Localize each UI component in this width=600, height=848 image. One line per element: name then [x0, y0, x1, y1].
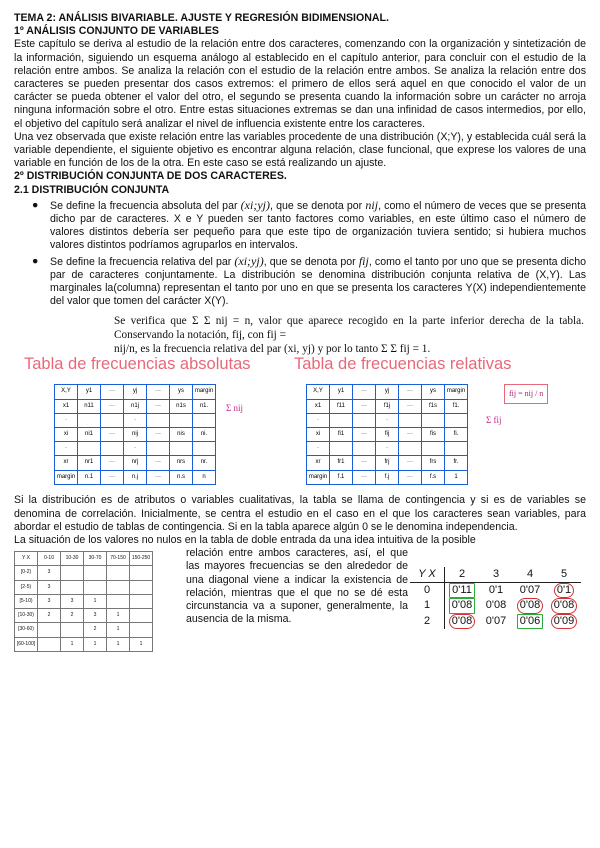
abs-table-cell: [193, 413, 216, 427]
section-1-paragraph-1: Este capítulo se deriva al estudio de la relación entre dos caracteres, comenzando con la organización y sintetización de la información, siguiendo un esquema análogo al establecido en el capítulo anterior, para concluir con el estudio de la relación entre ambos. Se analiza la relación con el estudio de la relación entre ambos. Se analiza la relación entre dos caracteres se pueden presentar dos casos extremos: el primero de ellos será aquel en que conocido el valor de un carácter se pueda obtener el valor del otro, el segundo se presenta cuando la información sobre un carácter no arroja ninguna información sobre el otro. Entre estas situaciones extremas se dan una infinidad de casos intermedios, por ello, el objetivo del capítulo será analizar el nivel de influencia existente entre los caracteres.: [14, 38, 586, 130]
rel-table-row: [307, 442, 468, 456]
small-table-cell: 150-250: [130, 552, 153, 566]
abs-table-cell: ·: [55, 413, 78, 427]
abs-table-cell: ni1: [78, 428, 101, 442]
rel-table-cell: [399, 413, 422, 427]
small-table-cell: [130, 609, 153, 623]
bullet-icon: ●: [32, 198, 39, 211]
relative-frequency-formula-box: fij = nij / n: [504, 384, 548, 403]
abs-table-row: [55, 456, 216, 470]
rel-table-cell: [330, 413, 353, 427]
rel-table-cell: ···: [399, 456, 422, 470]
small-table-cell: [84, 580, 107, 594]
small-table-cell: [107, 594, 130, 608]
right-table-header: [410, 567, 581, 583]
rel-table-cell: ···: [353, 470, 376, 484]
last-paragraph-continuation: relación entre ambos caracteres, así, el que las mayores frecuencias se den alrededor de una diagonal viene a indicar la existencia de relación, mientras que el que no se dé esta circunstancia va a suponer, generalmente, la ausencia de la misma.: [186, 547, 408, 626]
small-table-cell: 10-30: [61, 552, 84, 566]
rel-table-cell: ys: [422, 385, 445, 399]
abs-table-cell: [78, 442, 101, 456]
abs-table-cell: ···: [147, 456, 170, 470]
abs-table-cell: n1j: [124, 399, 147, 413]
bottom-block: [14, 547, 586, 647]
rel-table-row: [307, 456, 468, 470]
formula-line-2: nij/n, es la frecuencia relativa del par (xi, yj) y por lo tanto Σ Σ fij = 1.: [114, 343, 431, 356]
correlation-table-example: [14, 551, 153, 651]
rel-table-cell: ·: [376, 413, 399, 427]
right-table-cell: 0'11: [445, 583, 480, 599]
rel-table-cell: [353, 442, 376, 456]
small-table-cell: 3: [38, 566, 61, 580]
small-table-cell: [130, 594, 153, 608]
rel-table-cell: fij: [376, 428, 399, 442]
rel-table-cell: f.1: [330, 470, 353, 484]
rel-table-row: [307, 399, 468, 413]
rel-table-cell: ···: [399, 385, 422, 399]
right-table-cell: 0: [410, 583, 445, 599]
rel-table-row: [307, 413, 468, 427]
right-table-header-cell: 5: [547, 567, 581, 583]
small-table-cell: [107, 566, 130, 580]
relative-table-title: Tabla de frecuencias relativas: [294, 355, 512, 374]
rel-table-cell: 1: [445, 470, 468, 484]
rel-table-cell: [330, 442, 353, 456]
small-table-cell: 1: [84, 594, 107, 608]
rel-table-cell: X,Y: [307, 385, 330, 399]
rel-table-cell: ···: [353, 399, 376, 413]
abs-table-cell: ·: [124, 442, 147, 456]
abs-table-cell: nis: [170, 428, 193, 442]
rel-table-cell: y1: [330, 385, 353, 399]
right-table-cell: 0'08: [547, 598, 581, 613]
rel-table-cell: f11: [330, 399, 353, 413]
abs-table-cell: ···: [147, 385, 170, 399]
small-table-cell: [130, 566, 153, 580]
right-table-cell: 2: [410, 614, 445, 629]
abs-table-cell: y1: [78, 385, 101, 399]
pair-notation: (xi;yj): [234, 253, 264, 268]
abs-table-cell: [101, 413, 124, 427]
small-table-cell: 1: [107, 623, 130, 637]
rel-table-cell: x1: [307, 399, 330, 413]
abs-table-row: [55, 385, 216, 399]
right-table-cell: 0'09: [547, 614, 581, 629]
small-table-cell: [30-60): [15, 623, 38, 637]
small-table-cell: [2-5): [15, 580, 38, 594]
rel-table-cell: fr1: [330, 456, 353, 470]
rel-table-cell: f.s: [422, 470, 445, 484]
abs-table-cell: [193, 442, 216, 456]
abs-table-cell: ···: [101, 470, 124, 484]
abs-table-row: [55, 413, 216, 427]
small-table-row: [15, 609, 153, 623]
rel-table-cell: ···: [399, 399, 422, 413]
rel-table-row: [307, 428, 468, 442]
rel-table-cell: fi.: [445, 428, 468, 442]
small-table-cell: Y X: [15, 552, 38, 566]
frequency-tables-figure: [14, 355, 586, 488]
pair-notation: (xi;yj): [240, 197, 270, 212]
abs-table-cell: ···: [147, 470, 170, 484]
formula-line-1: Se verifica que Σ Σ nij = n, valor que aparece recogido en la parte inferior derecha de la tabla. Conservando la notación, fij, con fij =: [114, 315, 584, 342]
abs-table-cell: ···: [147, 399, 170, 413]
right-table-row: [410, 598, 581, 613]
page: [14, 12, 586, 647]
small-table-cell: 1: [107, 637, 130, 651]
section-1-paragraph-2: Una vez observada que existe relación entre las variables procedente de una distribución (X;Y), y establecida cuál será la variable dependiente, el siguiente objetivo es encontrar alguna relación, clase funcional, que exprese los valores de una variable en función de los de la otra. En este caso se está realizando un ajuste.: [14, 130, 586, 170]
right-table-cell: 0'1: [547, 583, 581, 599]
small-table-cell: 1: [130, 637, 153, 651]
right-table-cell: 0'08: [485, 599, 507, 612]
small-table-cell: 2: [84, 623, 107, 637]
abs-table-cell: nrs: [170, 456, 193, 470]
small-table-cell: 3: [38, 580, 61, 594]
small-table-cell: [84, 566, 107, 580]
rel-table-cell: fis: [422, 428, 445, 442]
small-table-cell: [61, 566, 84, 580]
right-table-cell: 0'06: [513, 614, 547, 629]
abs-table-cell: [147, 442, 170, 456]
small-table-cell: 1: [107, 609, 130, 623]
abs-table-cell: [170, 442, 193, 456]
rel-table-cell: ···: [353, 385, 376, 399]
definition-relative-frequency: ● Se define la frecuencia relativa del par (xi;yj), que se denota por fij, como el tanto por uno que se presenta dicho par de caracteres conjuntamente. La distribución se denomina distribución conjunta relativa de (X,Y). Las marginales la(columna) representan el tanto por uno en que se presenta los caracteres Y(X) independientemente del valor que tomen del carácter X(Y).: [32, 253, 586, 308]
abs-table-cell: [78, 413, 101, 427]
abs-table-cell: xr: [55, 456, 78, 470]
abs-table-row: [55, 428, 216, 442]
small-table-row: [15, 552, 153, 566]
contingency-paragraph: Si la distribución es de atributos o variables cualitativas, la tabla se llama de contingencia y si es de variables se denomina de correlación. Inicialmente, se centra el estudio en el caso en el que los caracteres sean variables, para abordar el estudio de tablas de contingencia. Si en la tabla aparece algún 0 se le denomina independencia.: [14, 494, 586, 533]
absolute-frequency-table: [54, 384, 216, 484]
f-ij-symbol: fij: [358, 253, 369, 268]
rel-table-cell: [422, 413, 445, 427]
abs-table-cell: [147, 413, 170, 427]
abs-table-cell: [170, 413, 193, 427]
small-table-row: [15, 623, 153, 637]
definition-absolute-frequency: ● Se define la frecuencia absoluta del par (xi;yj), que se denota por nij, como el número de veces que se presenta dicho par de caracteres. X e Y pueden ser tanto factores como variables, en este último caso el número de valores distintos debería ser pequeño para que este tipo de organización tuviera sentido; si hubiera muchos valores distintos podríamos agruparlos en intervalos.: [32, 197, 587, 252]
rel-table-cell: ···: [399, 428, 422, 442]
small-table-cell: 2: [38, 609, 61, 623]
rel-table-cell: fi1: [330, 428, 353, 442]
abs-table-cell: ni.: [193, 428, 216, 442]
abs-table-cell: n: [193, 470, 216, 484]
abs-table-cell: nr.: [193, 456, 216, 470]
rel-table-cell: margin: [445, 385, 468, 399]
abs-table-row: [55, 442, 216, 456]
small-table-row: [15, 594, 153, 608]
relative-frequency-table: [306, 384, 468, 484]
small-table-cell: 3: [38, 594, 61, 608]
rel-table-cell: frs: [422, 456, 445, 470]
last-paragraph-line-1: La situación de los valores no nulos en la tabla de doble entrada da una idea intuitiva de la posible: [14, 534, 476, 547]
small-table-cell: [61, 580, 84, 594]
small-table-cell: 1: [84, 637, 107, 651]
small-table-cell: 2: [61, 609, 84, 623]
right-table-header-cell: Y X: [410, 567, 445, 583]
small-table-cell: [38, 637, 61, 651]
abs-table-cell: nrj: [124, 456, 147, 470]
rel-table-cell: ···: [399, 470, 422, 484]
rel-table-cell: [445, 442, 468, 456]
right-table-cell: 0'08: [445, 598, 480, 613]
abs-table-cell: ···: [147, 428, 170, 442]
abs-table-cell: ·: [55, 442, 78, 456]
rel-table-row: [307, 470, 468, 484]
small-table-cell: 3: [61, 594, 84, 608]
abs-table-cell: ···: [101, 399, 124, 413]
small-table-cell: 30-70: [84, 552, 107, 566]
abs-table-cell: [101, 442, 124, 456]
rel-table-cell: ···: [353, 456, 376, 470]
small-table-cell: 3: [84, 609, 107, 623]
definition-list: [14, 199, 586, 309]
small-table-cell: 0-10: [38, 552, 61, 566]
bullet-icon: ●: [32, 254, 39, 267]
abs-table-cell: x1: [55, 399, 78, 413]
rel-table-cell: f1.: [445, 399, 468, 413]
abs-table-cell: n1s: [170, 399, 193, 413]
small-table-row: [15, 566, 153, 580]
rel-table-cell: xr: [307, 456, 330, 470]
right-table-cell: 0'07: [485, 614, 507, 627]
rel-table-cell: f.j: [376, 470, 399, 484]
rel-table-cell: ·: [376, 442, 399, 456]
abs-table-cell: ·: [124, 413, 147, 427]
rel-table-cell: f1s: [422, 399, 445, 413]
abs-table-cell: n.s: [170, 470, 193, 484]
abs-table-cell: ···: [101, 456, 124, 470]
small-table-cell: [60-100]: [15, 637, 38, 651]
page-title: TEMA 2: ANÁLISIS BIVARIABLE. AJUSTE Y REGRESIÓN BIDIMENSIONAL.: [14, 12, 389, 24]
small-table-cell: [130, 580, 153, 594]
abs-table-cell: X,Y: [55, 385, 78, 399]
abs-table-cell: margin: [55, 470, 78, 484]
rel-table-cell: f1j: [376, 399, 399, 413]
small-table-row: [15, 637, 153, 651]
abs-table-cell: ···: [101, 428, 124, 442]
small-table-cell: [5-10): [15, 594, 38, 608]
abs-table-cell: xi: [55, 428, 78, 442]
small-table-cell: [107, 580, 130, 594]
abs-table-cell: n1.: [193, 399, 216, 413]
abs-table-row: [55, 470, 216, 484]
rel-table-cell: ·: [307, 413, 330, 427]
right-table-row: [410, 614, 581, 629]
right-table-cell: 1: [410, 598, 445, 613]
section-2-heading: 2º DISTRIBUCIÓN CONJUNTA DE DOS CARACTERES.: [14, 170, 287, 183]
rel-table-cell: margin: [307, 470, 330, 484]
small-table-cell: [10-30): [15, 609, 38, 623]
small-table-cell: [0-2): [15, 566, 38, 580]
n-ij-symbol: nij: [365, 197, 379, 212]
small-table-cell: [61, 623, 84, 637]
relative-frequency-example-table: [410, 567, 581, 629]
abs-table-cell: nr1: [78, 456, 101, 470]
abs-table-cell: n.j: [124, 470, 147, 484]
rel-table-cell: yj: [376, 385, 399, 399]
rel-table-row: [307, 385, 468, 399]
rel-table-cell: ···: [353, 428, 376, 442]
rel-table-cell: [445, 413, 468, 427]
abs-table-cell: ···: [101, 385, 124, 399]
rel-table-cell: fr.: [445, 456, 468, 470]
rel-table-cell: xi: [307, 428, 330, 442]
small-table-cell: 70-150: [107, 552, 130, 566]
rel-table-cell: ·: [307, 442, 330, 456]
abs-table-cell: n.1: [78, 470, 101, 484]
rel-table-cell: [399, 442, 422, 456]
absolute-table-title: Tabla de frecuencias absolutas: [24, 355, 251, 374]
right-table-header-cell: 2: [445, 567, 480, 583]
right-table-header-cell: 3: [479, 567, 513, 583]
right-table-cell: 0'08: [513, 598, 547, 613]
handwritten-sum-annotation: Σ nij: [226, 403, 243, 414]
rel-table-cell: frj: [376, 456, 399, 470]
abs-table-cell: nij: [124, 428, 147, 442]
handwritten-sum-annotation-rel: Σ fij: [486, 415, 502, 426]
right-table-cell: 0'07: [519, 584, 541, 597]
small-table-row: [15, 580, 153, 594]
right-table-row: [410, 583, 581, 599]
rel-table-cell: [422, 442, 445, 456]
right-table-cell: 0'1: [488, 584, 504, 597]
small-table-cell: 1: [61, 637, 84, 651]
rel-table-cell: [353, 413, 376, 427]
right-table-header-cell: 4: [513, 567, 547, 583]
small-table-cell: [130, 623, 153, 637]
abs-table-cell: margin: [193, 385, 216, 399]
abs-table-row: [55, 399, 216, 413]
formula-block: [114, 314, 584, 356]
right-table-cell: 0'08: [445, 614, 480, 629]
section-1-heading: 1º ANÁLISIS CONJUNTO DE VARIABLES: [14, 25, 219, 38]
abs-table-cell: ys: [170, 385, 193, 399]
small-table-cell: [38, 623, 61, 637]
abs-table-cell: n11: [78, 399, 101, 413]
abs-table-cell: yj: [124, 385, 147, 399]
section-2-1-heading: 2.1 DISTRIBUCIÓN CONJUNTA: [14, 183, 170, 196]
